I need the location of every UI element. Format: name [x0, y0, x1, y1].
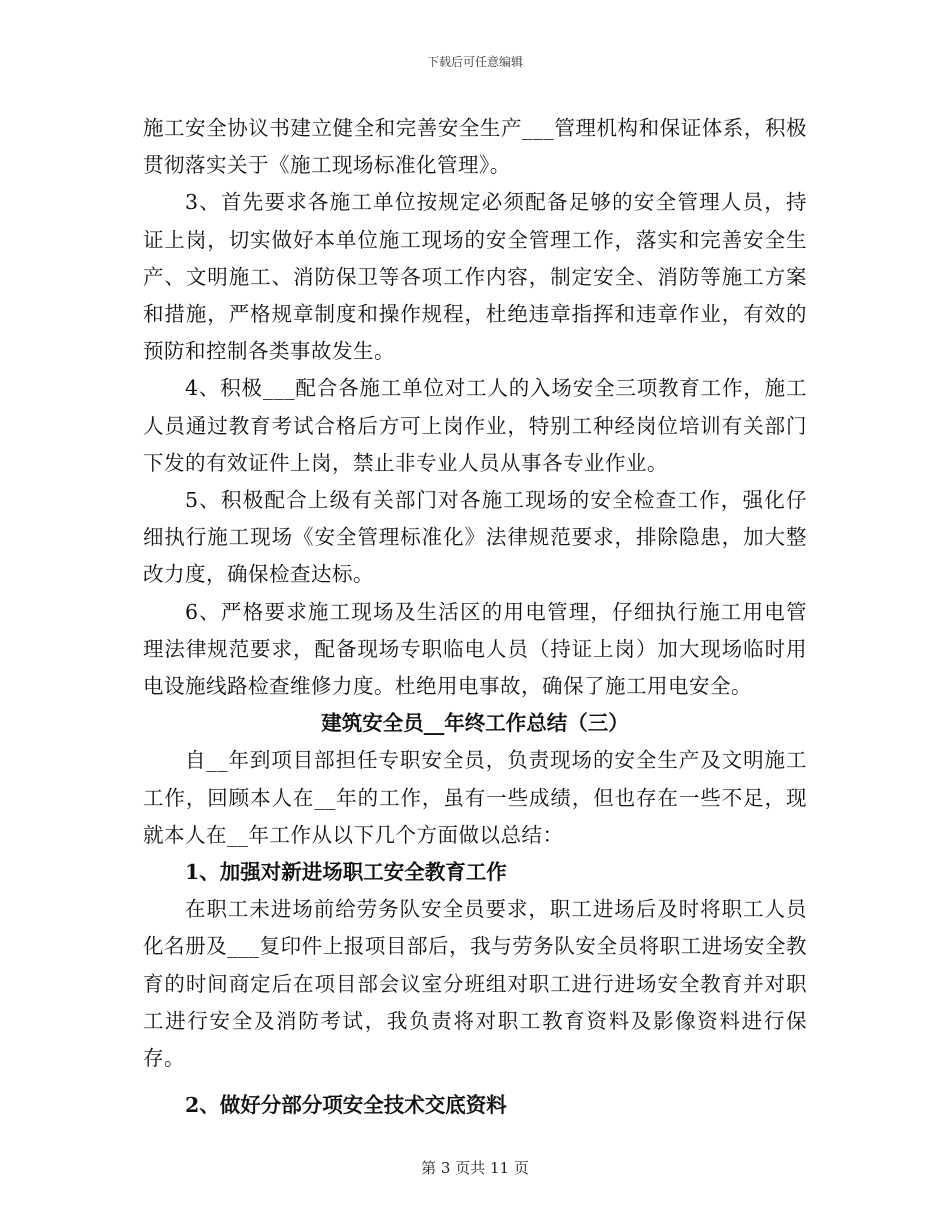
page-footer: 第 3 页共 11 页 [421, 1159, 529, 1177]
paragraph-item-5: 5、积极配合上级有关部门对各施工现场的安全检查工作，强化仔细执行施工现场《安全管理标准化》法律规范要求，排除隐患，加大整改力度，确保检查达标。 [143, 488, 807, 587]
paragraph-continuation: 施工安全协议书建立健全和完善安全生产___管理机构和保证体系，积极贯彻落实关于《施工现场标准化管理》。 [143, 116, 807, 178]
subheading-2: 2、做好分部分项安全技术交底资料 [185, 1093, 507, 1118]
paragraph-item-3: 3、首先要求各施工单位按规定必须配备足够的安全管理人员，持证上岗，切实做好本单位施工现场的安全管理工作，落实和完善安全生产、文明施工、消防保卫等各项工作内容，制定安全、消防等施工方案和措施，严格规章制度和操作规程，杜绝违章指挥和违章作业，有效的预防和控制各类事故发生。 [143, 190, 807, 364]
page-header: 下载后可任意编辑 [426, 55, 523, 69]
paragraph-item-4: 4、积极___配合各施工单位对工人的入场安全三项教育工作，施工人员通过教育考试合格后方可上岗作业，特别工种经岗位培训有关部门下发的有效证件上岗，禁止非专业人员从事各专业作业。 [143, 376, 807, 475]
section-title: 建筑安全员__年终工作总结（三） [321, 711, 629, 736]
paragraph-intro: 自__年到项目部担任专职安全员，负责现场的安全生产及文明施工工作，回顾本人在__年的工作，虽有一些成绩，但也存在一些不足，现就本人在__年工作从以下几个方面做以总结： [143, 748, 807, 847]
paragraph-item-6: 6、严格要求施工现场及生活区的用电管理，仔细执行施工用电管理法律规范要求，配备现场专职临电人员（持证上岗）加大现场临时用电设施线路检查维修力度。杜绝用电事故，确保了施工用电安全。 [143, 599, 807, 699]
document-body [143, 110, 807, 1124]
subheading-1: 1、加强对新进场职工安全教育工作 [185, 860, 507, 885]
paragraph-subheading-1: 在职工未进场前给劳务队安全员要求，职工进场后及时将职工人员化名册及___复印件上报项目部后，我与劳务队安全员将职工进场安全教育的时间商定后在项目部会议室分班组对职工进行进场安全教育并对职工进行安全及消防考试，我负责将对职工教育资料及影像资料进行保存。 [143, 897, 807, 1071]
